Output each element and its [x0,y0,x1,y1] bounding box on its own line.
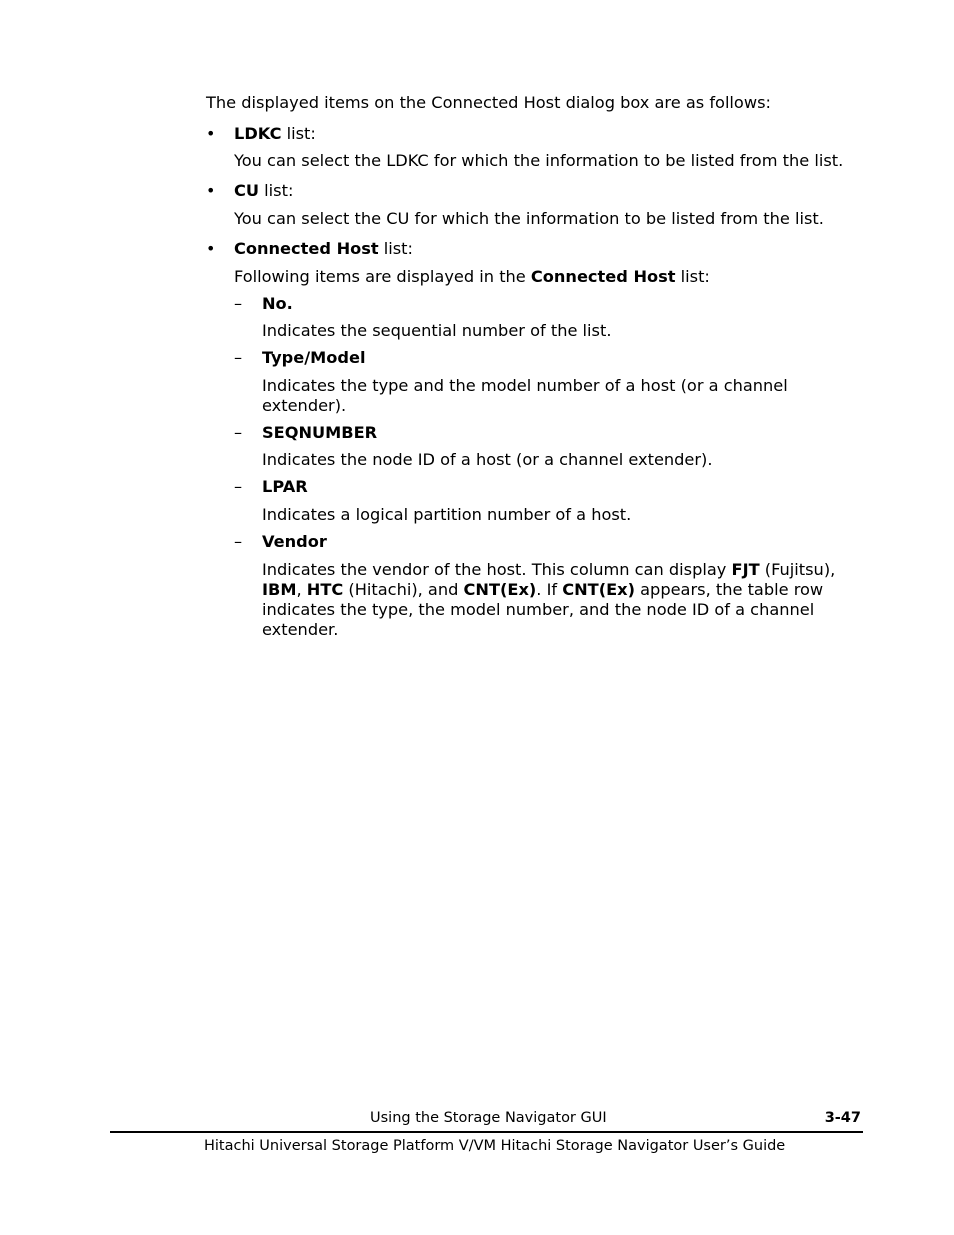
item-cu-heading [234,181,293,200]
footer-page-number: 3-47 [824,1110,861,1126]
item-term: LDKC [234,124,282,143]
desc-bold: Connected Host [530,267,676,286]
dash-marker: – [234,423,243,442]
bullet-marker: • [206,181,216,200]
bullet-marker: • [206,239,216,258]
vendor-ibm: IBM [262,580,297,599]
dash-marker: – [234,348,243,367]
subitem-vendor-term [262,532,327,551]
desc-text: . If [536,580,563,599]
item-term: CU [234,181,260,200]
subitem-lpar-term [262,477,308,496]
vendor-htc: HTC [306,580,344,599]
desc-text: Indicates the vendor of the host. This column can display [262,560,732,579]
subitem-no-term [262,294,293,313]
subitem-term: LPAR [262,477,308,496]
subitem-lpar-description: Indicates a logical partition number of a host. [262,505,632,524]
footer-section-title: Using the Storage Navigator GUI [370,1110,607,1126]
dash-marker: – [234,477,243,496]
bullet-marker: • [206,124,216,143]
dash-marker: – [234,532,243,551]
item-term: Connected Host [234,239,379,258]
item-connected-host-description [234,267,710,286]
item-suffix: list: [259,181,294,200]
vendor-fjt: FJT [731,560,760,579]
subitem-term: SEQNUMBER [262,423,378,442]
footer-book-title: Hitachi Universal Storage Platform V/VM Hitachi Storage Navigator User’s Guide [204,1138,786,1154]
vendor-cnt-ex: CNT(Ex) [562,580,635,599]
desc-text: (Fujitsu), [759,560,836,579]
desc-text: Following items are displayed in the [234,267,531,286]
subitem-term: Type/Model [262,348,366,367]
subitem-vendor-description [262,560,860,640]
item-ldkc-description: You can select the LDKC for which the information to be listed from the list. [234,151,844,170]
desc-text: list: [675,267,710,286]
dash-marker: – [234,294,243,313]
intro-text: The displayed items on the Connected Host dialog box are as follows: [206,93,771,112]
subitem-type-model-description: Indicates the type and the model number of a host (or a channel extender). [262,376,788,415]
item-suffix: list: [281,124,316,143]
desc-text: (Hitachi), and [343,580,464,599]
subitem-type-model-term [262,348,366,367]
vendor-cnt-ex: CNT(Ex) [463,580,537,599]
subitem-term: Vendor [262,532,327,551]
subitem-seqnumber-description: Indicates the node ID of a host (or a channel extender). [262,450,713,469]
desc-text: , [296,580,307,599]
desc-text: appears, the table row indicates the type, the model number, and the node ID of a channel extender. [262,580,824,639]
item-connected-host-heading [234,239,413,258]
subitem-no-description: Indicates the sequential number of the list. [262,321,612,340]
subitem-term: No. [262,294,293,313]
item-suffix: list: [378,239,413,258]
subitem-seqnumber-term [262,423,377,442]
item-cu-description: You can select the CU for which the information to be listed from the list. [234,209,824,228]
item-ldkc-heading [234,124,316,143]
footer-divider [110,1131,863,1133]
